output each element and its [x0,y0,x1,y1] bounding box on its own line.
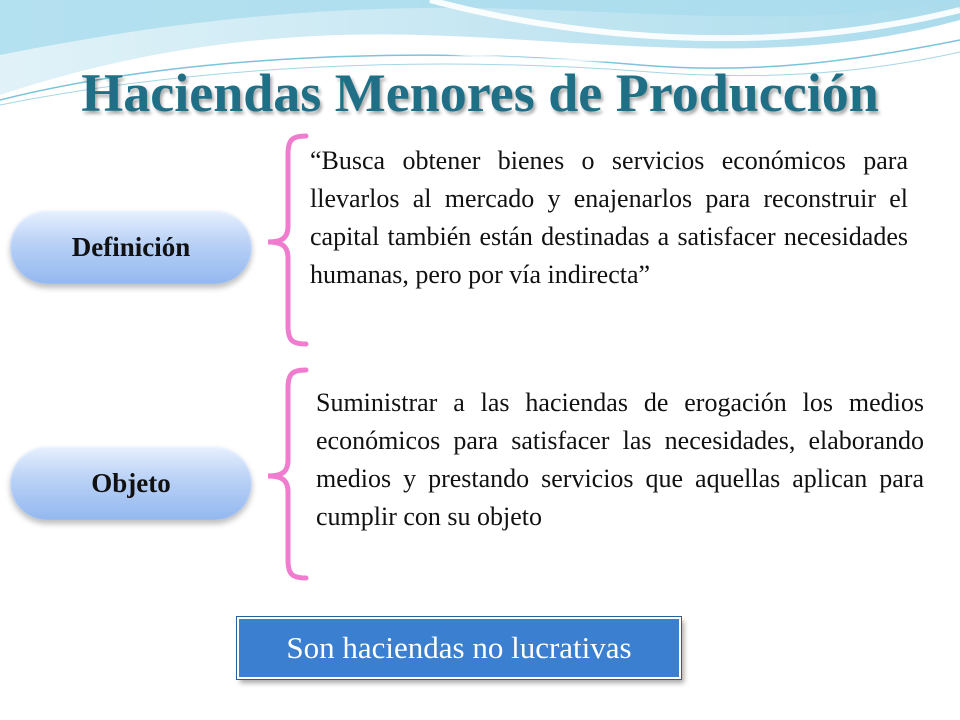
no-lucrativas-box: Son haciendas no lucrativas [237,617,681,679]
objeto-pill: Objeto [10,446,252,520]
objeto-text: Suministrar a las haciendas de erogación los medios económicos para satisfacer las necesidades, elaborando medios y prestando servicios que aquellas aplican para cumplir con su objeto [316,388,924,531]
objeto-bracket [262,364,312,584]
definition-pill: Definición [10,210,252,284]
definition-bracket [262,130,312,350]
slide-title: Haciendas Menores de Producción [81,63,879,123]
definition-text: “Busca obtener bienes o servicios económicos para llevarlos al mercado y enajenarlos para reconstruir el capital también están destinadas a satisfacer necesidades humanas, pero por vía indirecta” [310,146,908,289]
